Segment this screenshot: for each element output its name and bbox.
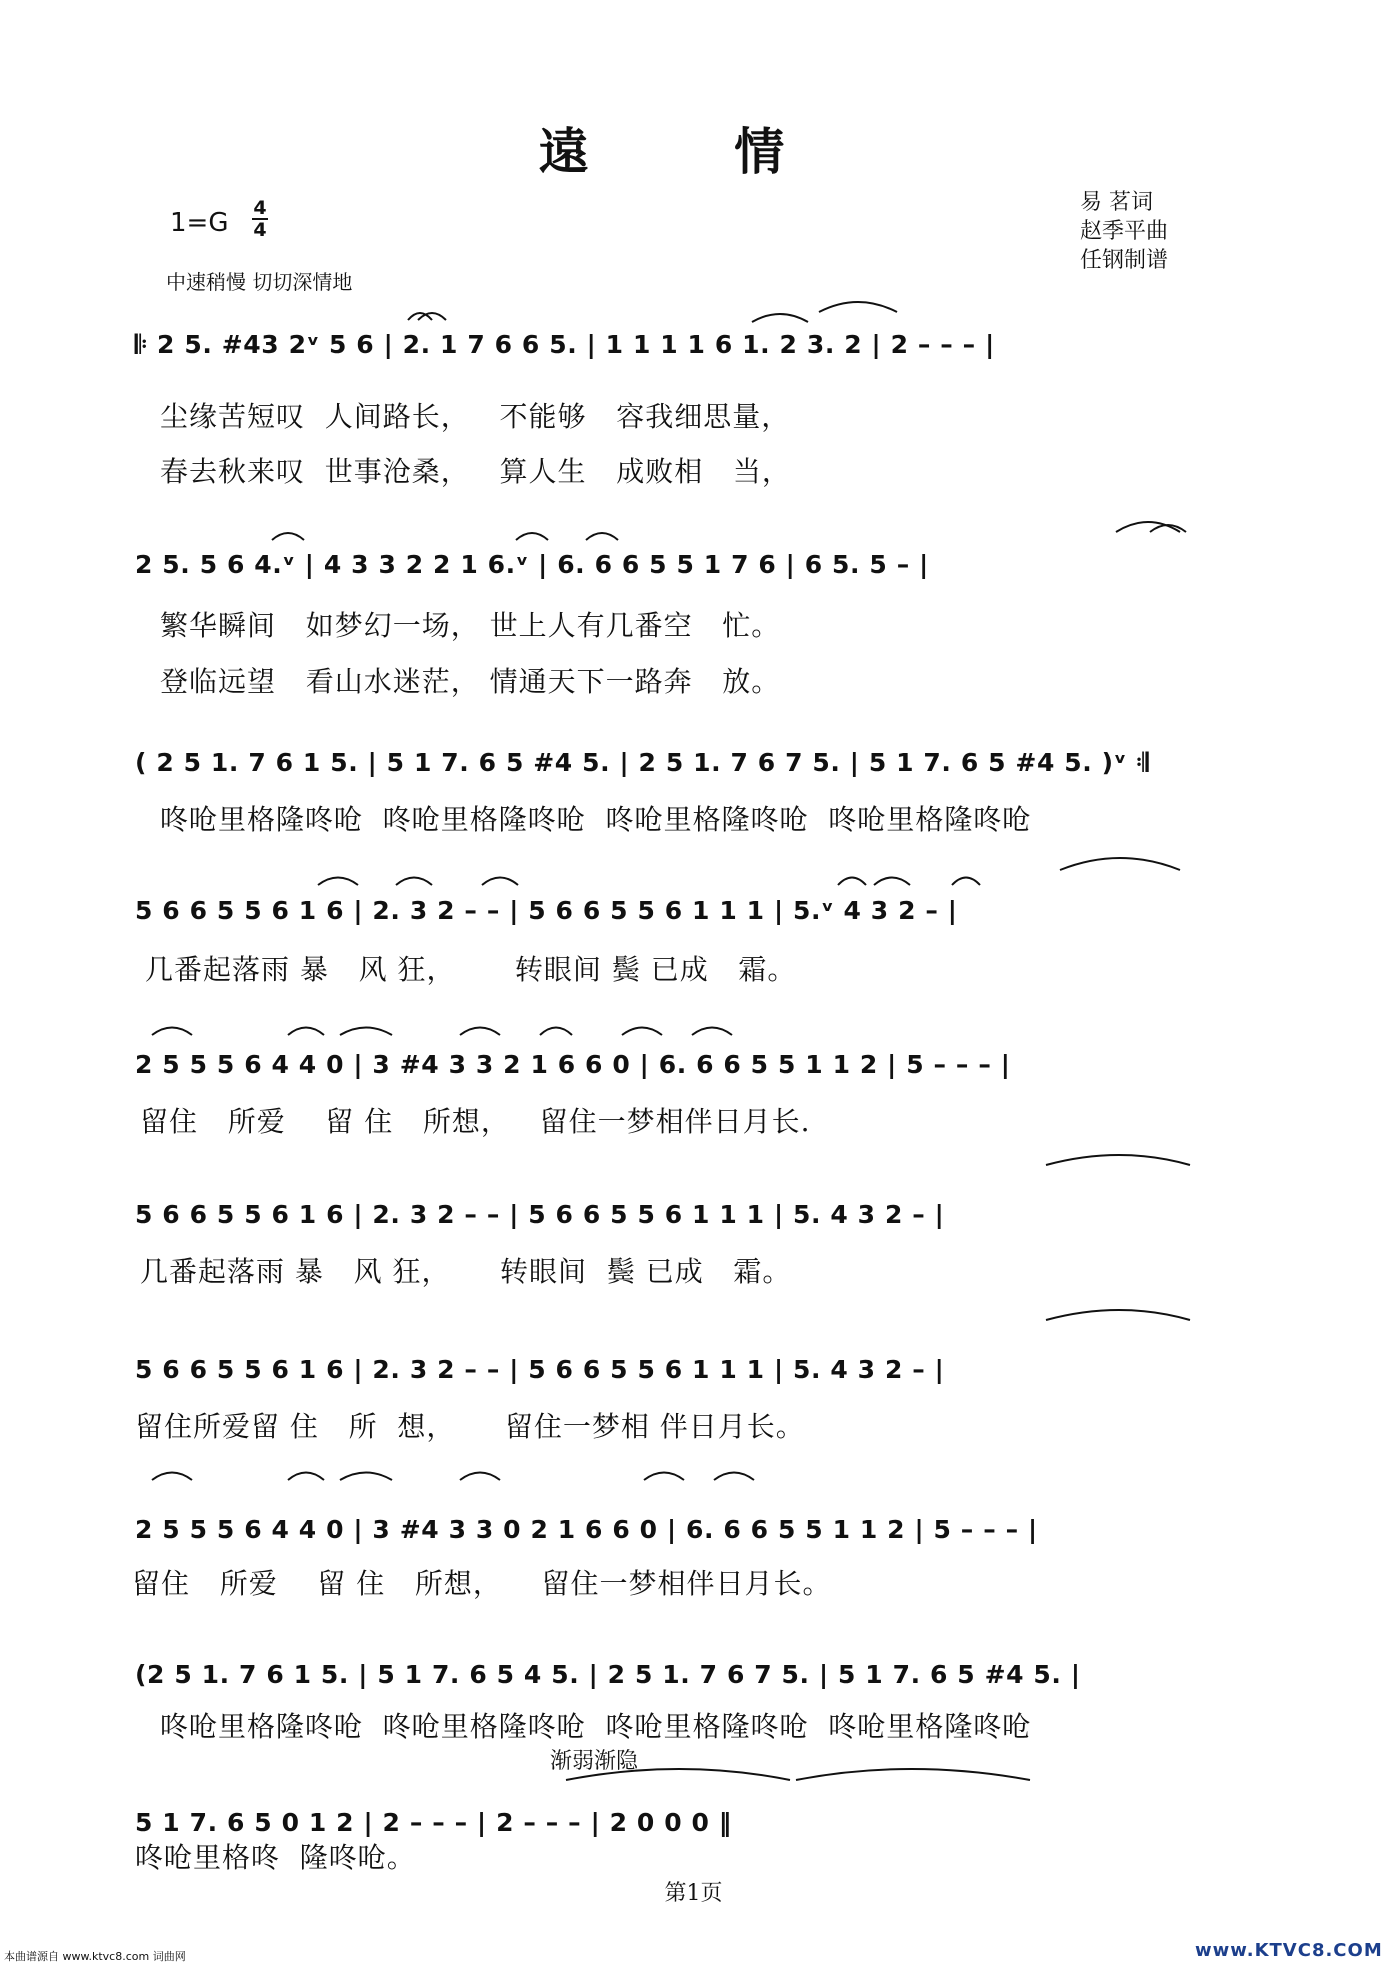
- composer: 赵季平曲: [1080, 219, 1169, 244]
- notation-line: 2 5. 5 6 4.ᵛ | 4 3 3 2 2 1 6.ᵛ | 6. 6 6 5 5 1 7 6 | 6 5. 5 – |: [135, 550, 929, 579]
- time-sig-bottom: 4: [253, 219, 267, 241]
- lyricist: 易 茗词: [1080, 190, 1153, 215]
- lyric-line: 留住所爱留 住 所 想， 留住一梦相 伴日月长。: [135, 1410, 805, 1443]
- lyric-line: 登临远望 看山水迷茫， 情通天下一路奔 放。: [160, 665, 781, 698]
- tempo-marking: 中速稍慢 切切深情地: [166, 270, 353, 294]
- notation-line: 5 6 6 5 5 6 1 6 | 2. 3 2 – – | 5 6 6 5 5 6 1 1 1 | 5. 4 3 2 – |: [135, 1355, 945, 1384]
- time-sig-top: 4: [253, 197, 267, 219]
- site-logo: www.KTVC8.COM: [1195, 1940, 1383, 1961]
- page-title: 遠 情: [538, 122, 849, 181]
- lyric-line: 咚呛里格隆咚呛 咚呛里格隆咚呛 咚呛里格隆咚呛 咚呛里格隆咚呛: [160, 1710, 1032, 1743]
- notation-line: (2 5 1. 7 6 1 5. | 5 1 7. 6 5 4 5. | 2 5 1. 7 6 7 5. | 5 1 7. 6 5 #4 5. |: [135, 1660, 1081, 1689]
- page-number: 第1页: [664, 1881, 723, 1906]
- arranger: 任钢制谱: [1080, 248, 1169, 273]
- lyric-line: 咚呛里格咚 隆咚呛。: [135, 1841, 416, 1874]
- source-text: 本曲谱源自 www.ktvc8.com 词曲网: [4, 1950, 186, 1963]
- dynamic-marking: 渐弱渐隐: [550, 1749, 639, 1774]
- notation-line: ( 2 5 1. 7 6 1 5. | 5 1 7. 6 5 #4 5. | 2 5 1. 7 6 7 5. | 5 1 7. 6 5 #4 5. )ᵛ 𝄇: [135, 748, 1149, 777]
- lyric-line: 几番起落雨 暴 风 狂， 转眼间 鬓 已成 霜。: [140, 1255, 792, 1288]
- lyric-line: 春去秋来叹 世事沧桑， 算人生 成败相 当，: [160, 455, 791, 488]
- notation-line: 5 6 6 5 5 6 1 6 | 2. 3 2 – – | 5 6 6 5 5 6 1 1 1 | 5.ᵛ 4 3 2 – |: [135, 896, 958, 925]
- lyric-line: 尘缘苦短叹 人间路长， 不能够 容我细思量，: [160, 400, 791, 433]
- lyric-line: 咚呛里格隆咚呛 咚呛里格隆咚呛 咚呛里格隆咚呛 咚呛里格隆咚呛: [160, 803, 1032, 836]
- notation-line: 5 6 6 5 5 6 1 6 | 2. 3 2 – – | 5 6 6 5 5 6 1 1 1 | 5. 4 3 2 – |: [135, 1200, 945, 1229]
- lyric-line: 留住 所爱 留 住 所想， 留住一梦相伴日月长.: [140, 1105, 811, 1138]
- notation-line: 2 5 5 5 6 4 4 0 | 3 #4 3 3 2 1 6 6 0 | 6. 6 6 5 5 1 1 2 | 5 – – – |: [135, 1050, 1011, 1079]
- notation-line: 2 5 5 5 6 4 4 0 | 3 #4 3 3 0 2 1 6 6 0 | 6. 6 6 5 5 1 1 2 | 5 – – – |: [135, 1515, 1038, 1544]
- notation-line: 5 1 7. 6 5 0 1 2 | 2 – – – | 2 – – – | 2 0 0 0 ‖: [135, 1808, 732, 1837]
- lyric-line: 留住 所爱 留 住 所想， 留住一梦相伴日月长。: [132, 1567, 832, 1600]
- lyric-line: 繁华瞬间 如梦幻一场， 世上人有几番空 忙。: [160, 609, 781, 642]
- key-signature: 1=G: [170, 208, 229, 238]
- lyric-line: 几番起落雨 暴 风 狂， 转眼间 鬓 已成 霜。: [145, 953, 797, 986]
- notation-line: 𝄆 2 5. #43 2ᵛ 5 6 | 2. 1 7 6 6 5. | 1 1 1 1 6 1. 2 3. 2 | 2 – – – |: [135, 330, 995, 359]
